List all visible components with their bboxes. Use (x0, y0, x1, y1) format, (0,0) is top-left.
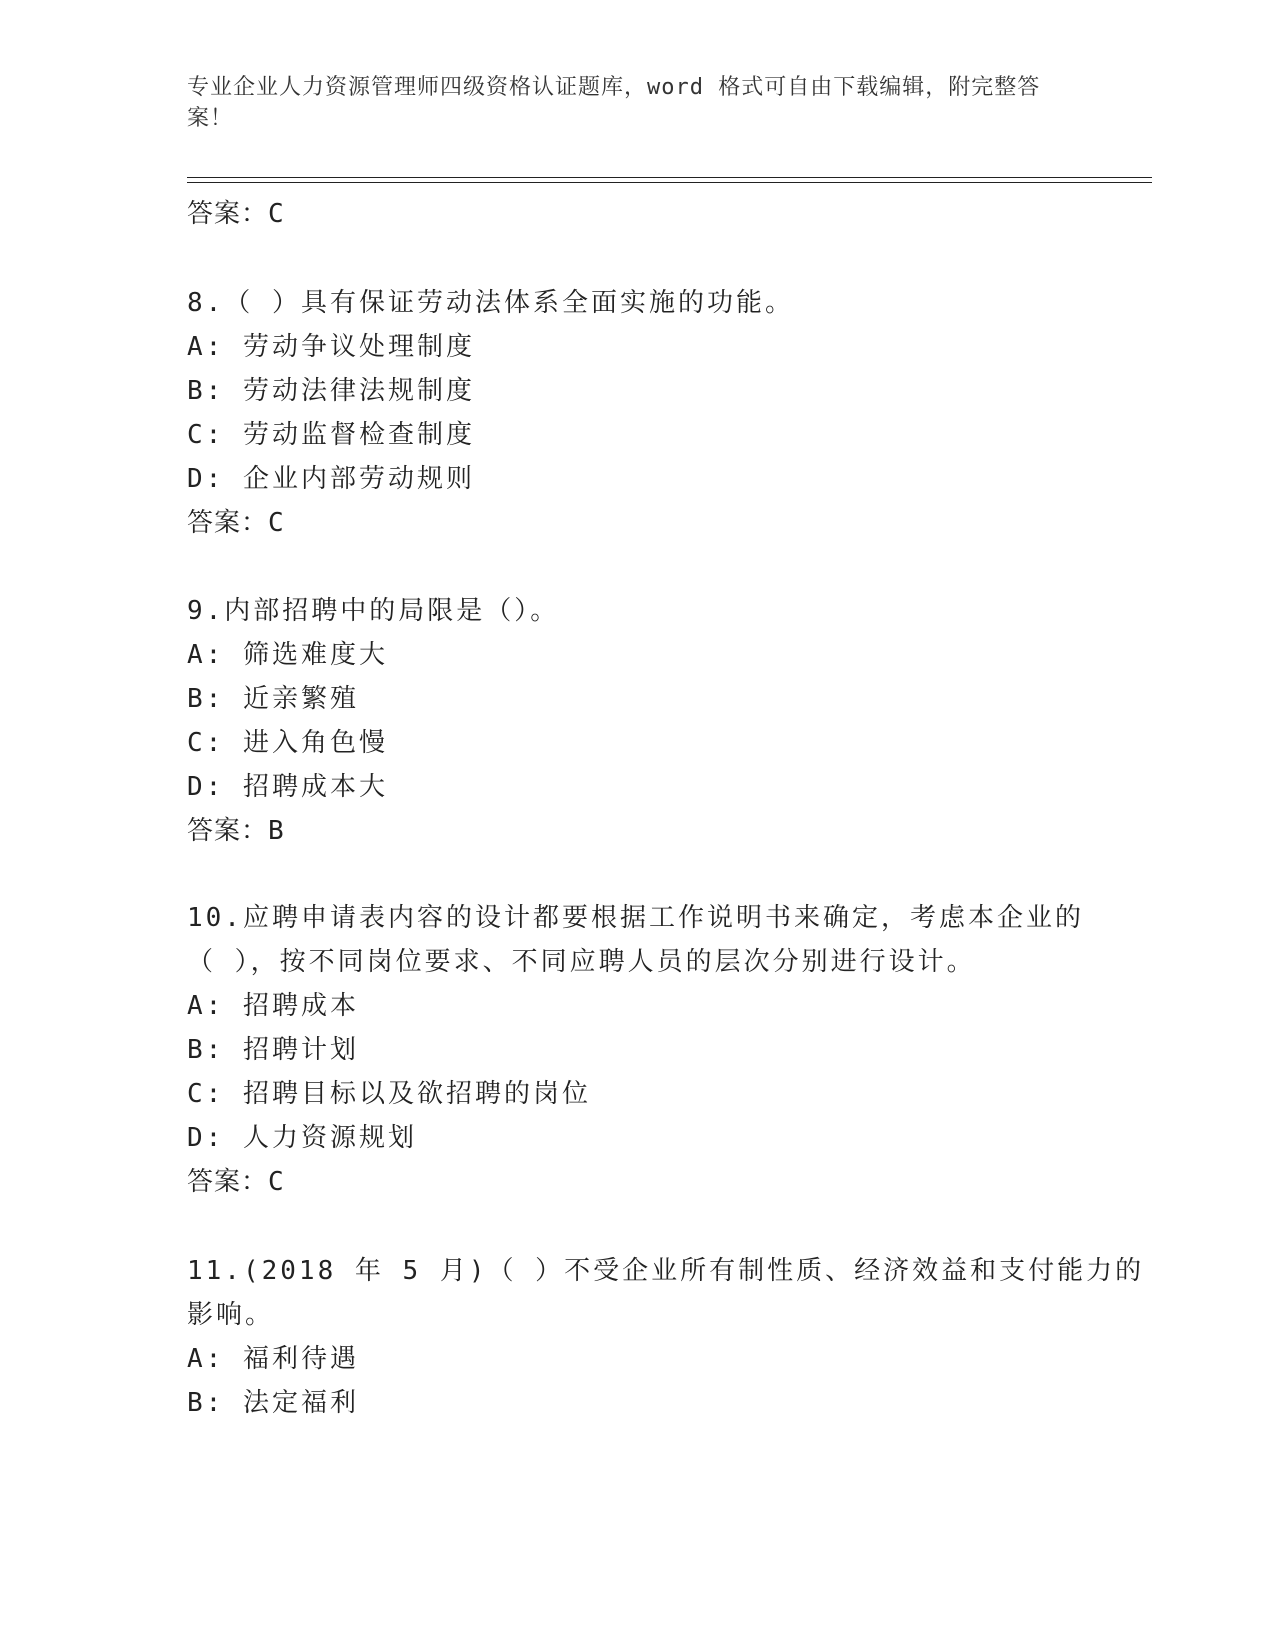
option-c: C: 招聘目标以及欲招聘的岗位 (187, 1079, 591, 1109)
question-stem: 8.（ ）具有保证劳动法体系全面实施的功能。 (187, 288, 794, 318)
answer-label: 答案： (187, 1167, 269, 1197)
answer-value: C (268, 508, 285, 538)
answer-line (187, 193, 285, 230)
option-b: B: 劳动法律法规制度 (187, 376, 475, 406)
option-a: A: 招聘成本 (187, 991, 359, 1021)
option-a: A: 劳动争议处理制度 (187, 332, 475, 362)
question-stem: 11.(2018 年 5 月)（ ）不受企业所有制性质、经济效益和支付能力的 (187, 1256, 1145, 1286)
option-d: D: 人力资源规划 (187, 1123, 417, 1153)
answer-label: 答案： (187, 816, 269, 846)
answer-label: 答案： (187, 199, 269, 229)
answer-line (187, 502, 285, 539)
option-b: B: 招聘计划 (187, 1035, 359, 1065)
option-a: A: 福利待遇 (187, 1344, 359, 1374)
header-divider-top (187, 177, 1152, 178)
document-header: 专业企业人力资源管理师四级资格认证题库，word 格式可自由下载编辑，附完整答案！ (187, 75, 1041, 131)
option-a: A: 筛选难度大 (187, 640, 388, 670)
option-d: D: 企业内部劳动规则 (187, 464, 475, 494)
question-stem: 9.内部招聘中的局限是（）。 (187, 596, 560, 626)
answer-label: 答案： (187, 508, 269, 538)
question-stem-continued: （ ），按不同岗位要求、不同应聘人员的层次分别进行设计。 (187, 947, 976, 977)
question-stem-continued: 影响。 (187, 1300, 275, 1330)
option-b: B: 法定福利 (187, 1388, 359, 1418)
question-stem: 10.应聘申请表内容的设计都要根据工作说明书来确定，考虑本企业的 (187, 903, 1084, 933)
answer-line (187, 810, 285, 847)
answer-value: B (268, 816, 285, 846)
answer-line (187, 1161, 285, 1198)
answer-value: C (268, 1167, 285, 1197)
answer-value: C (268, 199, 285, 229)
option-d: D: 招聘成本大 (187, 772, 388, 802)
option-c: C: 进入角色慢 (187, 728, 388, 758)
header-divider-bottom (187, 182, 1152, 183)
option-b: B: 近亲繁殖 (187, 684, 359, 714)
option-c: C: 劳动监督检查制度 (187, 420, 475, 450)
